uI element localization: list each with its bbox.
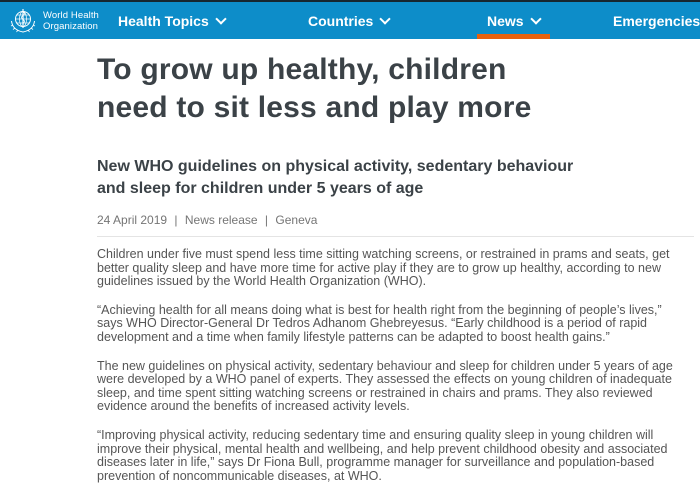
article-subtitle-line1: New WHO guidelines on physical activity, sedentary behaviour <box>97 158 574 175</box>
who-logo-text-line2: Organization <box>43 20 99 32</box>
article-type: News release <box>184 213 258 227</box>
nav-item-emergencies[interactable] <box>613 2 700 39</box>
page-title-line2: need to sit less and play more <box>97 91 532 124</box>
article-paragraph-2: “Achieving health for all means doing what is best for health right from the beginning of people’s lives,” says WHO Director-General Dr Tedros Adhanom Ghebreyesus. “Early childhood is a period of rapid development and a time when family lifestyle patterns can be adapted to boost health gains.” <box>97 302 662 344</box>
article <box>0 51 675 483</box>
article-location: Geneva <box>275 213 318 227</box>
who-logo-text-line1: World Health <box>43 9 99 21</box>
meta-separator: | <box>174 213 178 227</box>
chevron-down-icon <box>215 13 226 24</box>
who-logo-text <box>43 10 99 32</box>
page-title <box>97 51 675 127</box>
page-title-line1: To grow up healthy, children <box>97 53 507 86</box>
divider <box>97 236 694 237</box>
nav-item-emergencies-label: Emergencies <box>613 12 700 29</box>
top-nav-bar <box>0 0 700 39</box>
nav-item-health-topics-label: Health Topics <box>118 12 209 29</box>
active-tab-indicator <box>477 34 550 39</box>
nav-item-countries-label: Countries <box>308 12 374 29</box>
nav-item-countries[interactable] <box>308 2 389 39</box>
meta-separator: | <box>264 213 269 227</box>
article-paragraph-3: The new guidelines on physical activity, sedentary behaviour and sleep for children under 5 years of age were developed by a WHO panel of experts. They assessed the effects on young children of inadequate sleep, and time spent sitting watching screens or restrained in chairs and prams. They also reviewed evidence around the benefits of increased activity levels. <box>97 358 673 414</box>
article-date: 24 April 2019 <box>97 213 168 227</box>
article-meta <box>97 213 675 227</box>
article-paragraph-4: “Improving physical activity, reducing sedentary time and ensuring quality sleep in young children will improve their physical, mental health and wellbeing, and help prevent childhood obesity and associated diseases later in life,” says Dr Fiona Bull, programme manager for surveillance and population-based prevention of noncommunicable diseases, at WHO. <box>97 427 668 483</box>
nav-item-news-label: News <box>487 12 524 29</box>
article-subtitle <box>97 156 675 200</box>
nav-item-health-topics[interactable] <box>118 2 225 39</box>
chevron-down-icon <box>380 13 391 24</box>
who-emblem-icon <box>8 6 38 36</box>
chevron-down-icon <box>530 13 541 24</box>
article-subtitle-line2: and sleep for children under 5 years of age <box>97 180 424 197</box>
article-paragraph-1: Children under five must spend less time sitting watching screens, or restrained in prams and seats, get better quality sleep and have more time for active play if they are to grow up healthy, according to new guidelines issued by the World Health Organization (WHO). <box>97 247 670 289</box>
who-logo[interactable] <box>8 2 99 39</box>
